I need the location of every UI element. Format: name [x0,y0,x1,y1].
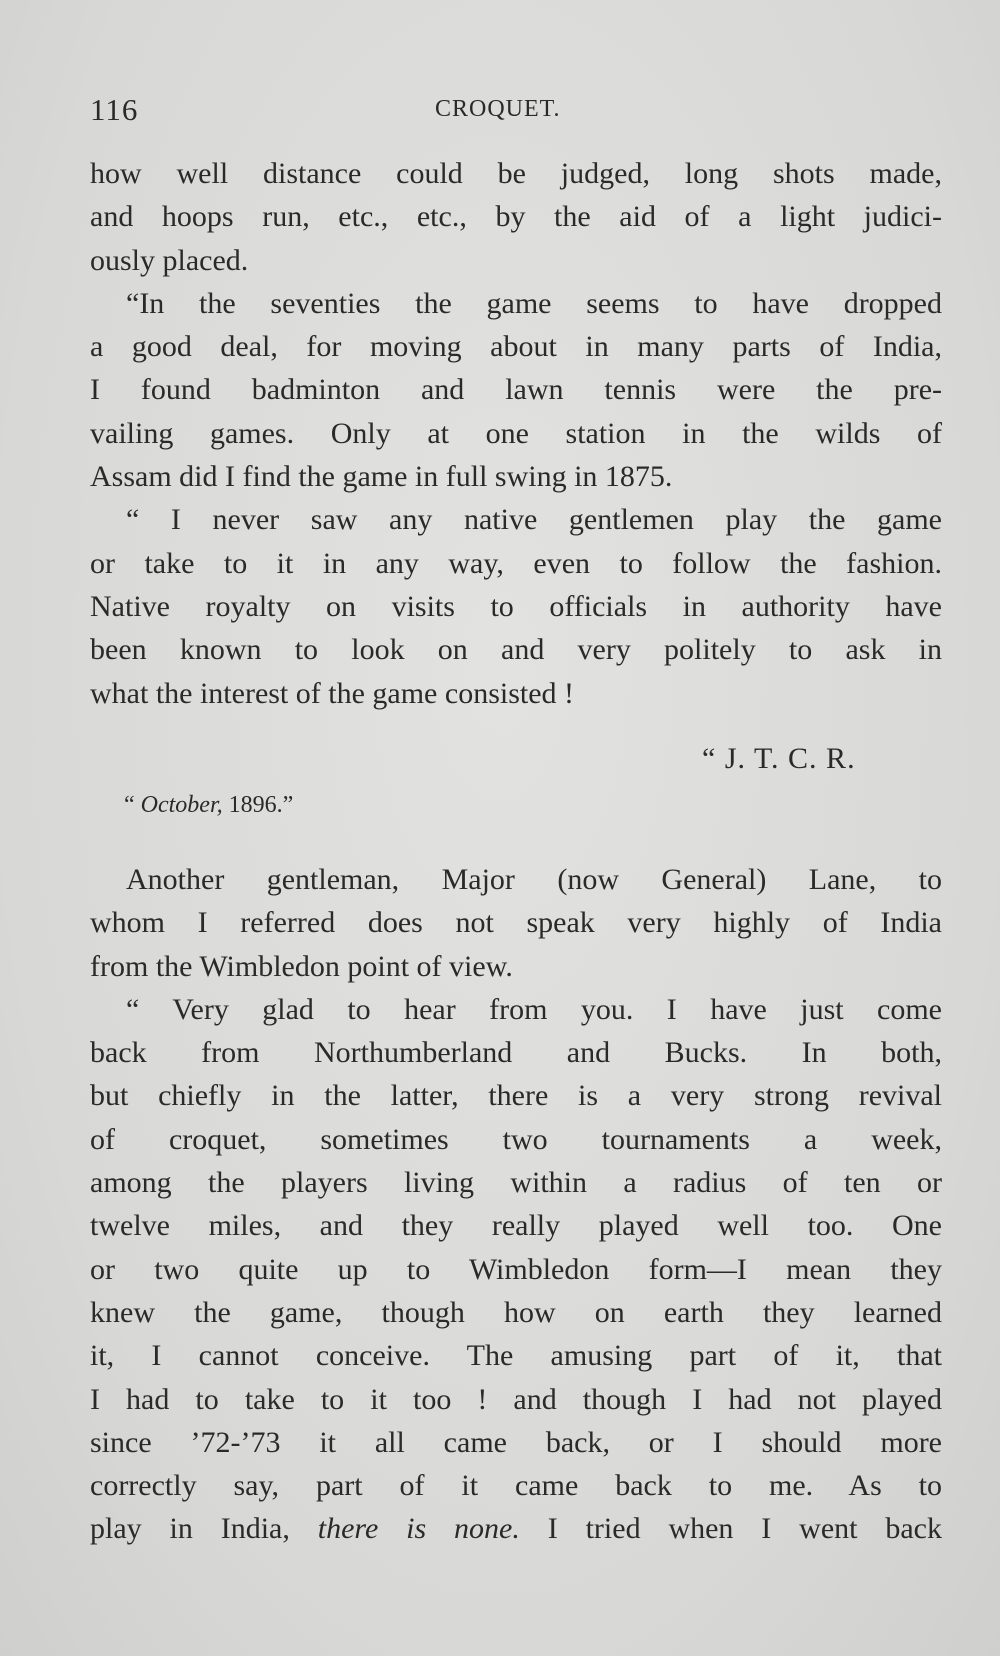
text-line: or take to it in any way, even to follow the fashion. [90,546,942,580]
final-line-start: play in India, [90,1512,318,1546]
text-line: whom I referred does not speak very highly of India [90,906,942,940]
text-line: knew the game, though how on earth they learned [90,1295,942,1329]
text-line: since ’72-’73 it all came back, or I should more [90,1425,942,1459]
page-header [90,92,940,132]
text-line: vailing games. Only at one station in the wilds of [90,416,942,450]
text-line: Another gentleman, Major (now General) Lane, to [126,863,942,896]
text-line: or two quite up to Wimbledon form—I mean they [90,1252,942,1286]
text-line: how well distance could be judged, long shots made, [90,157,942,190]
text-line: correctly say, part of it came back to me. As to [90,1469,942,1503]
text-line: ously placed. [90,243,249,277]
text-line: from the Wimbledon point of view. [90,949,513,983]
text-line: twelve miles, and they really played well too. One [90,1209,942,1243]
text-line: and hoops run, etc., etc., by the aid of a light judici- [90,200,942,234]
text-line: “ Very glad to hear from you. I have just come [126,992,942,1026]
text-line: “In the seventies the game seems to have dropped [126,286,942,320]
text-line: been known to look on and very politely to ask in [90,633,942,667]
text-block-2 [90,858,942,1551]
text-line: but chiefly in the latter, there is a very strong revival [90,1079,942,1113]
dateline-open-quote: “ [124,792,141,818]
text-line: what the interest of the game consisted ! [90,676,575,710]
text-line-final [90,1507,942,1550]
text-block-1 [90,152,942,715]
final-line-italic: there is none. [317,1512,520,1546]
final-line-end: I tried when I went back [519,1512,942,1546]
letter-signature: “ J. T. C. R. [702,742,856,775]
text-line: I found badminton and lawn tennis were the pre- [90,373,942,407]
text-line: of croquet, sometimes two tournaments a week, [90,1122,942,1156]
page-number: 116 [90,92,139,127]
text-line: I had to take to it too ! and though I had not played [90,1382,942,1416]
text-line: it, I cannot conceive. The amusing part of it, that [90,1339,942,1373]
running-head: CROQUET. [435,96,561,122]
text-line: Native royalty on visits to officials in authority have [90,589,942,623]
letter-dateline [124,792,293,819]
dateline-year: 1896.” [222,792,294,818]
text-line: among the players living within a radius of ten or [90,1166,942,1200]
text-line: Assam did I find the game in full swing in 1875. [90,460,673,494]
text-line: back from Northumberland and Bucks. In both, [90,1036,942,1070]
dateline-month: October, [140,792,223,818]
text-line: “ I never saw any native gentlemen play the game [126,503,942,537]
text-line: a good deal, for moving about in many parts of India, [90,330,942,364]
